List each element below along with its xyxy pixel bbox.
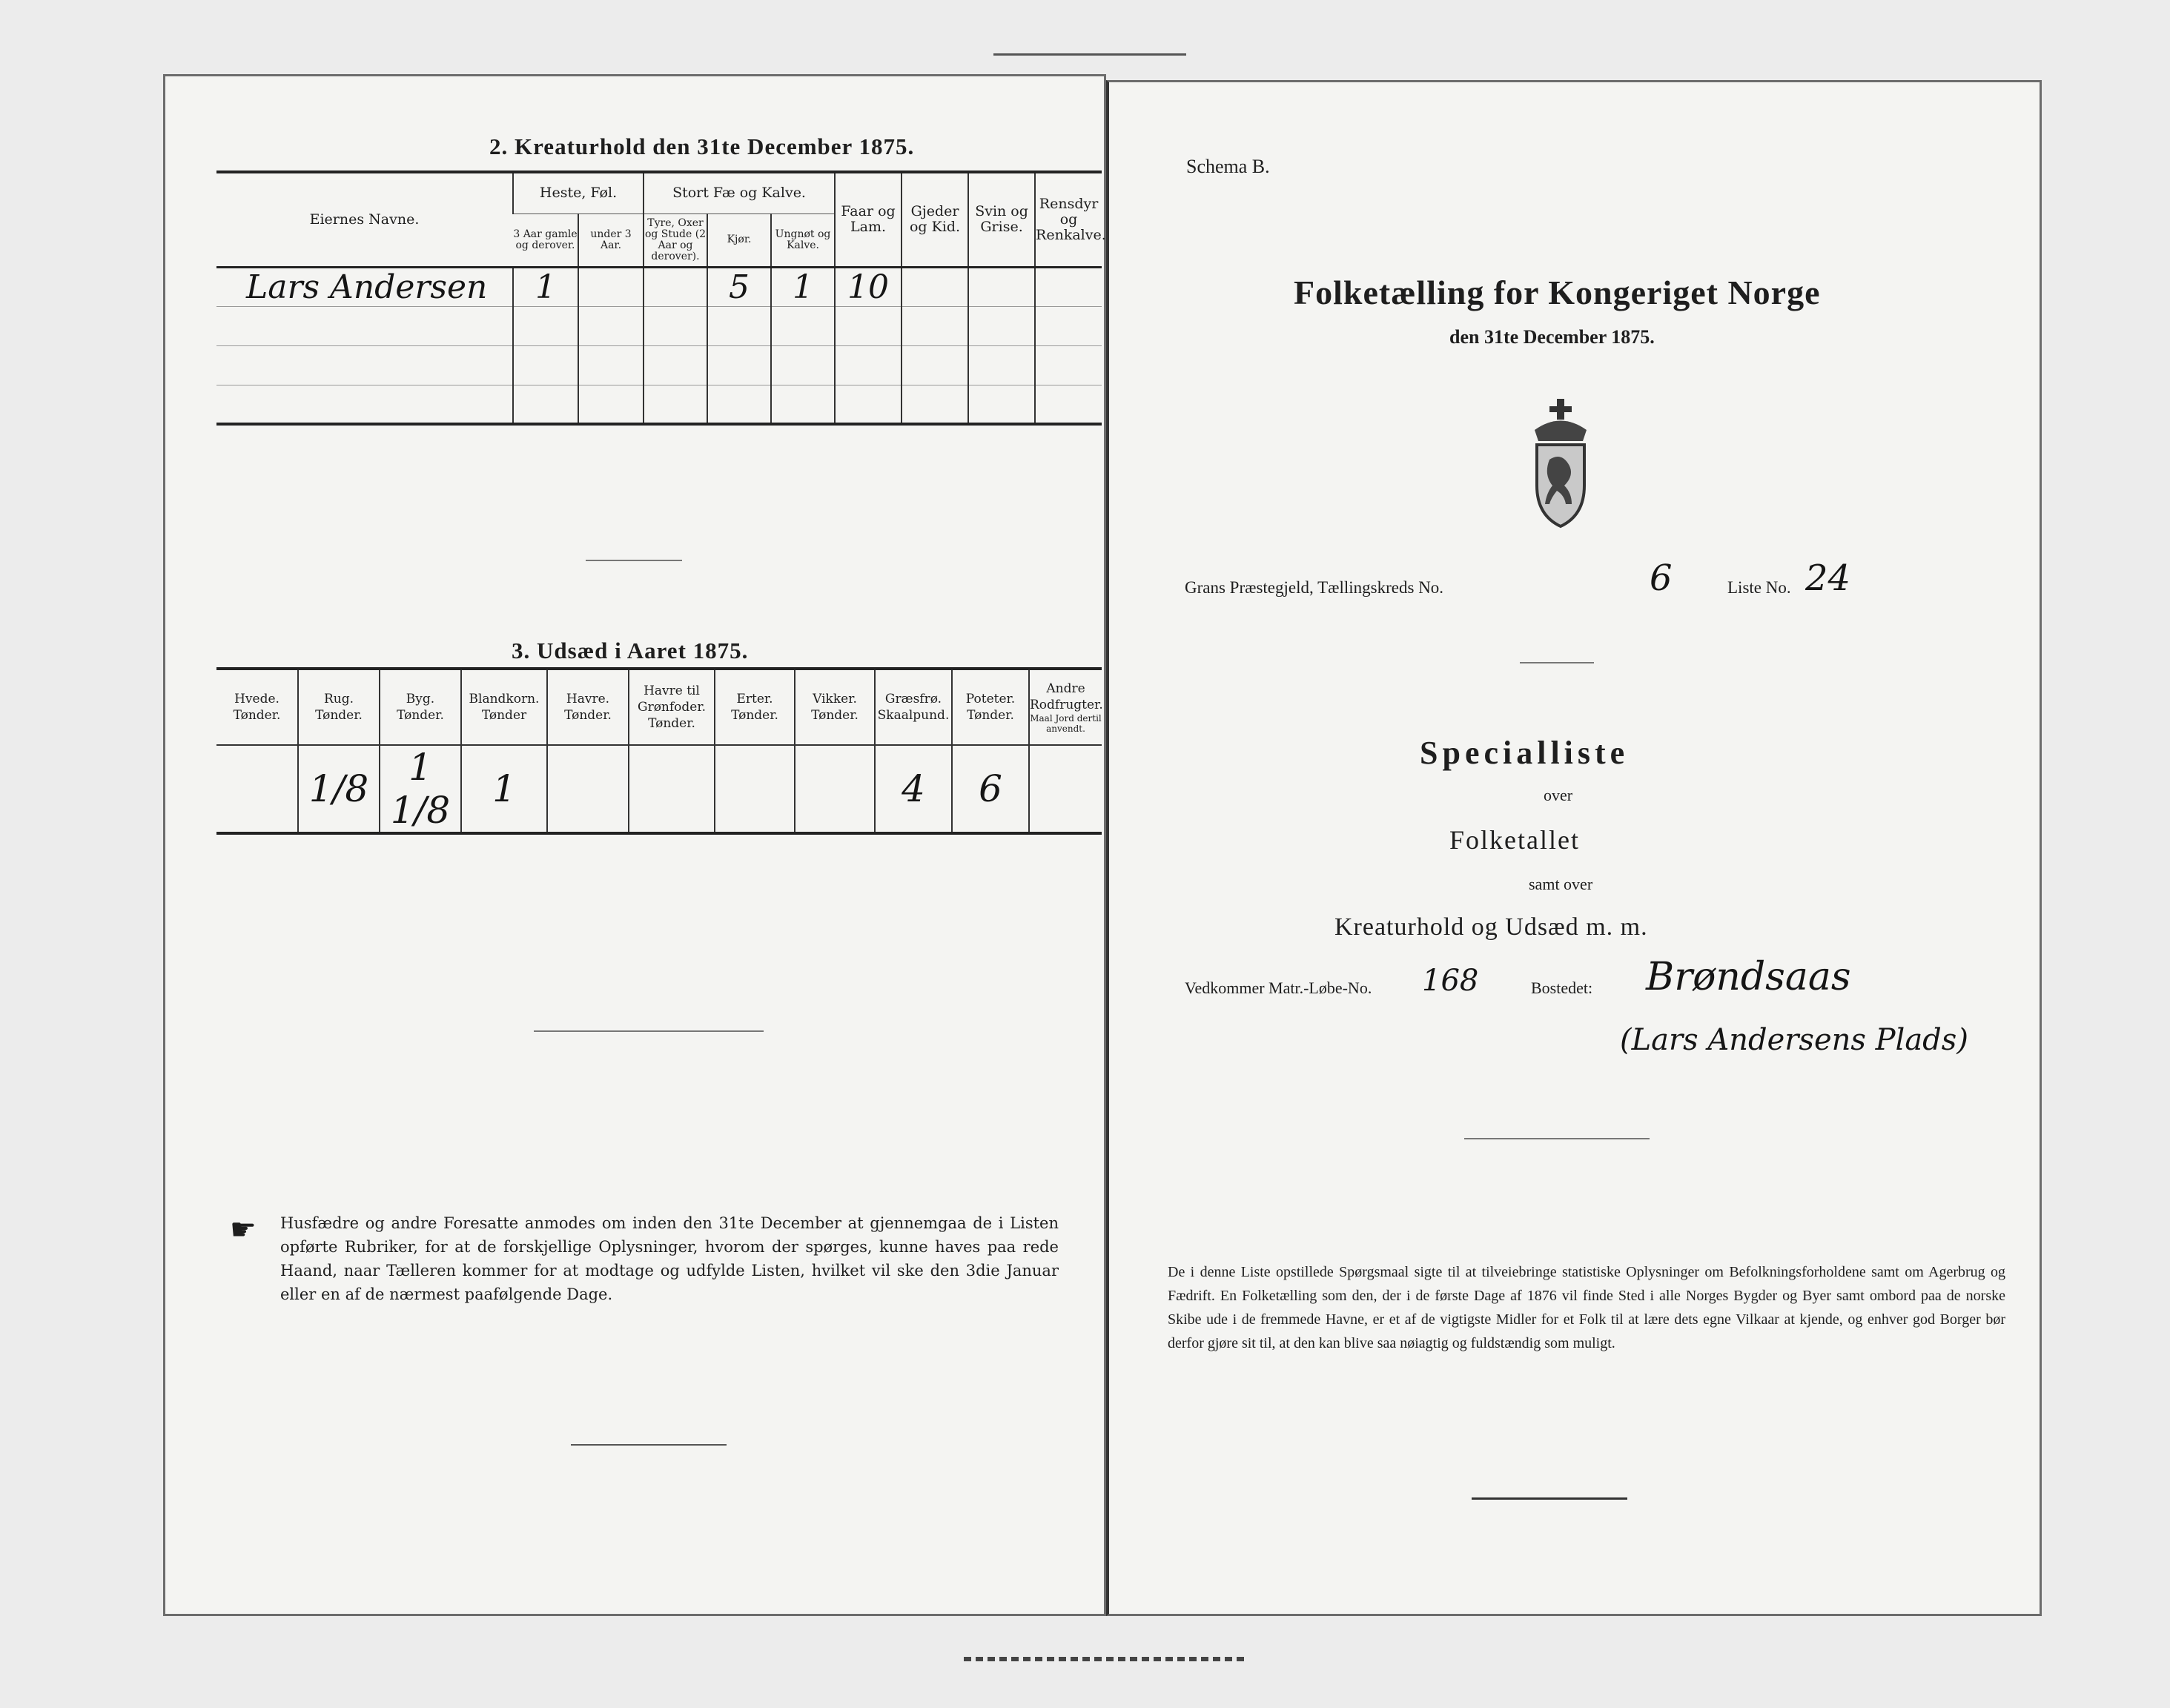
seed-value: 1 1/8	[380, 745, 461, 833]
seed-value	[629, 745, 715, 833]
section2-title: 2. Kreaturhold den 31te December 1875.	[489, 133, 915, 159]
seed-header: Poteter. Tønder.	[952, 669, 1029, 745]
reindeer-cell	[1035, 267, 1102, 306]
seed-value: 4	[875, 745, 952, 833]
pigs-header: Svin og Grise.	[968, 172, 1035, 267]
seed-header: Græsfrø. Skaalpund.	[875, 669, 952, 745]
sheep-cell: 10	[835, 267, 902, 306]
divider	[1520, 662, 1594, 663]
oxen-cell	[644, 267, 707, 306]
horses-young-cell	[578, 267, 644, 306]
divider	[1472, 1497, 1627, 1500]
matr-value: 168	[1422, 964, 1479, 998]
divider	[571, 1444, 727, 1446]
sheep-header: Faar og Lam.	[835, 172, 902, 267]
horses-young-header: under 3 Aar.	[578, 214, 644, 267]
samt-over-text: samt over	[1529, 875, 1593, 893]
seed-header: Rug. Tønder.	[298, 669, 380, 745]
seed-value: 1	[461, 745, 547, 833]
cattle-header: Stort Fæ og Kalve.	[644, 172, 835, 214]
owner-header: Eiernes Navne.	[216, 172, 513, 267]
seed-header: Hvede. Tønder.	[216, 669, 298, 745]
seed-value	[715, 745, 795, 833]
goats-cell	[902, 267, 968, 306]
coat-of-arms-icon	[1524, 393, 1598, 534]
over-text: over	[1544, 786, 1573, 804]
seed-header: Havre til Grønfoder. Tønder.	[629, 669, 715, 745]
cows-header: Kjør.	[707, 214, 771, 267]
bosted-note: (Lars Andersens Plads)	[1620, 1023, 1968, 1057]
horses-old-header: 3 Aar gamle og derover.	[513, 214, 578, 267]
young-cattle-cell: 1	[771, 267, 835, 306]
bosted-label: Bostedet:	[1531, 979, 1593, 997]
livestock-table	[216, 171, 1106, 426]
seed-value	[216, 745, 298, 833]
pointing-hand-icon: ☛	[230, 1213, 257, 1247]
cows-cell: 5	[707, 267, 771, 306]
horses-old-cell: 1	[513, 267, 578, 306]
scan-edge-mark	[964, 1657, 1246, 1661]
list-label: Liste No.	[1727, 578, 1791, 597]
seed-header: Andre Rodfrugter. Maal Jord dertil anvendt.	[1029, 669, 1102, 745]
horses-header: Heste, Føl.	[513, 172, 644, 214]
divider	[586, 560, 682, 561]
scan-edge-mark	[993, 53, 1186, 56]
district-value: 6	[1650, 557, 1673, 599]
seed-value: 1/8	[298, 745, 380, 833]
schema-label: Schema B.	[1186, 156, 1270, 177]
parish-label: Grans Præstegjeld, Tællingskreds No.	[1185, 578, 1444, 597]
seed-value	[547, 745, 629, 833]
notice-text: Husfædre og andre Foresatte anmodes om inden den 31te December at gjennemgaa de i Listen opførte Rubriker, for at de forskjellige Oplysninger, hvorom der spørges, kunne haves paa rede Haand, naar Tælleren kommer for at modtage og udfylde Listen, hvilket vil ske den 3die Januar eller en af de nærmest paafølgende Dage.	[280, 1214, 1059, 1303]
table-row	[216, 745, 1102, 833]
page-title: Folketælling for Kongeriget Norge	[1294, 274, 1821, 311]
matr-label: Vedkommer Matr.-Løbe-No.	[1185, 979, 1372, 997]
table-row	[216, 267, 1102, 306]
seed-header: Blandkorn. Tønder	[461, 669, 547, 745]
seed-header: Erter. Tønder.	[715, 669, 795, 745]
explanation-text: De i denne Liste opstillede Spørgsmaal sigte til at tilveiebringe statistiske Oplysninger om Befolkningsforholdene samt om Agerbrug og Fædrift. En Folketælling som den, der i de første Dage af 1876 vil finde Sted i alle Norges Bygder og Byer samt ombord paa de norske Skibe ude i de fremmede Havne, er et af de vigtigste Midler for et Folk til at lære dets egne Vilkaar at kjende, og enhver god Borger bør derfor gjøre sit til, at den kan blive saa nøiagtig og fuldstændig som muligt.	[1168, 1264, 2005, 1351]
seed-value: 6	[952, 745, 1029, 833]
folketallet-text: Folketallet	[1449, 825, 1580, 855]
list-value: 24	[1805, 557, 1851, 599]
section3-title: 3. Udsæd i Aaret 1875.	[512, 638, 749, 663]
census-date: den 31te December 1875.	[1449, 326, 1655, 348]
table-row	[216, 345, 1102, 385]
owner-cell: Lars Andersen	[216, 267, 513, 306]
table-row	[216, 385, 1102, 424]
seed-header: Vikker. Tønder.	[795, 669, 875, 745]
seed-header: Byg. Tønder.	[380, 669, 461, 745]
young-cattle-header: Ungnøt og Kalve.	[771, 214, 835, 267]
pigs-cell	[968, 267, 1035, 306]
seed-header: Havre. Tønder.	[547, 669, 629, 745]
seed-table	[216, 667, 1102, 835]
seed-value	[1029, 745, 1102, 833]
seed-value	[795, 745, 875, 833]
goats-header: Gjeder og Kid.	[902, 172, 968, 267]
reindeer-header: Rensdyr og Renkalve.	[1035, 172, 1102, 267]
table-row	[216, 306, 1102, 345]
bosted-value: Brøndsaas	[1646, 955, 1851, 999]
divider	[1464, 1138, 1650, 1139]
oxen-header: Tyre, Oxer og Stude (2 Aar og derover).	[644, 214, 707, 267]
kreaturhold-text: Kreaturhold og Udsæd m. m.	[1334, 913, 1648, 941]
divider	[534, 1030, 764, 1032]
special-title: Specialliste	[1420, 735, 1630, 771]
